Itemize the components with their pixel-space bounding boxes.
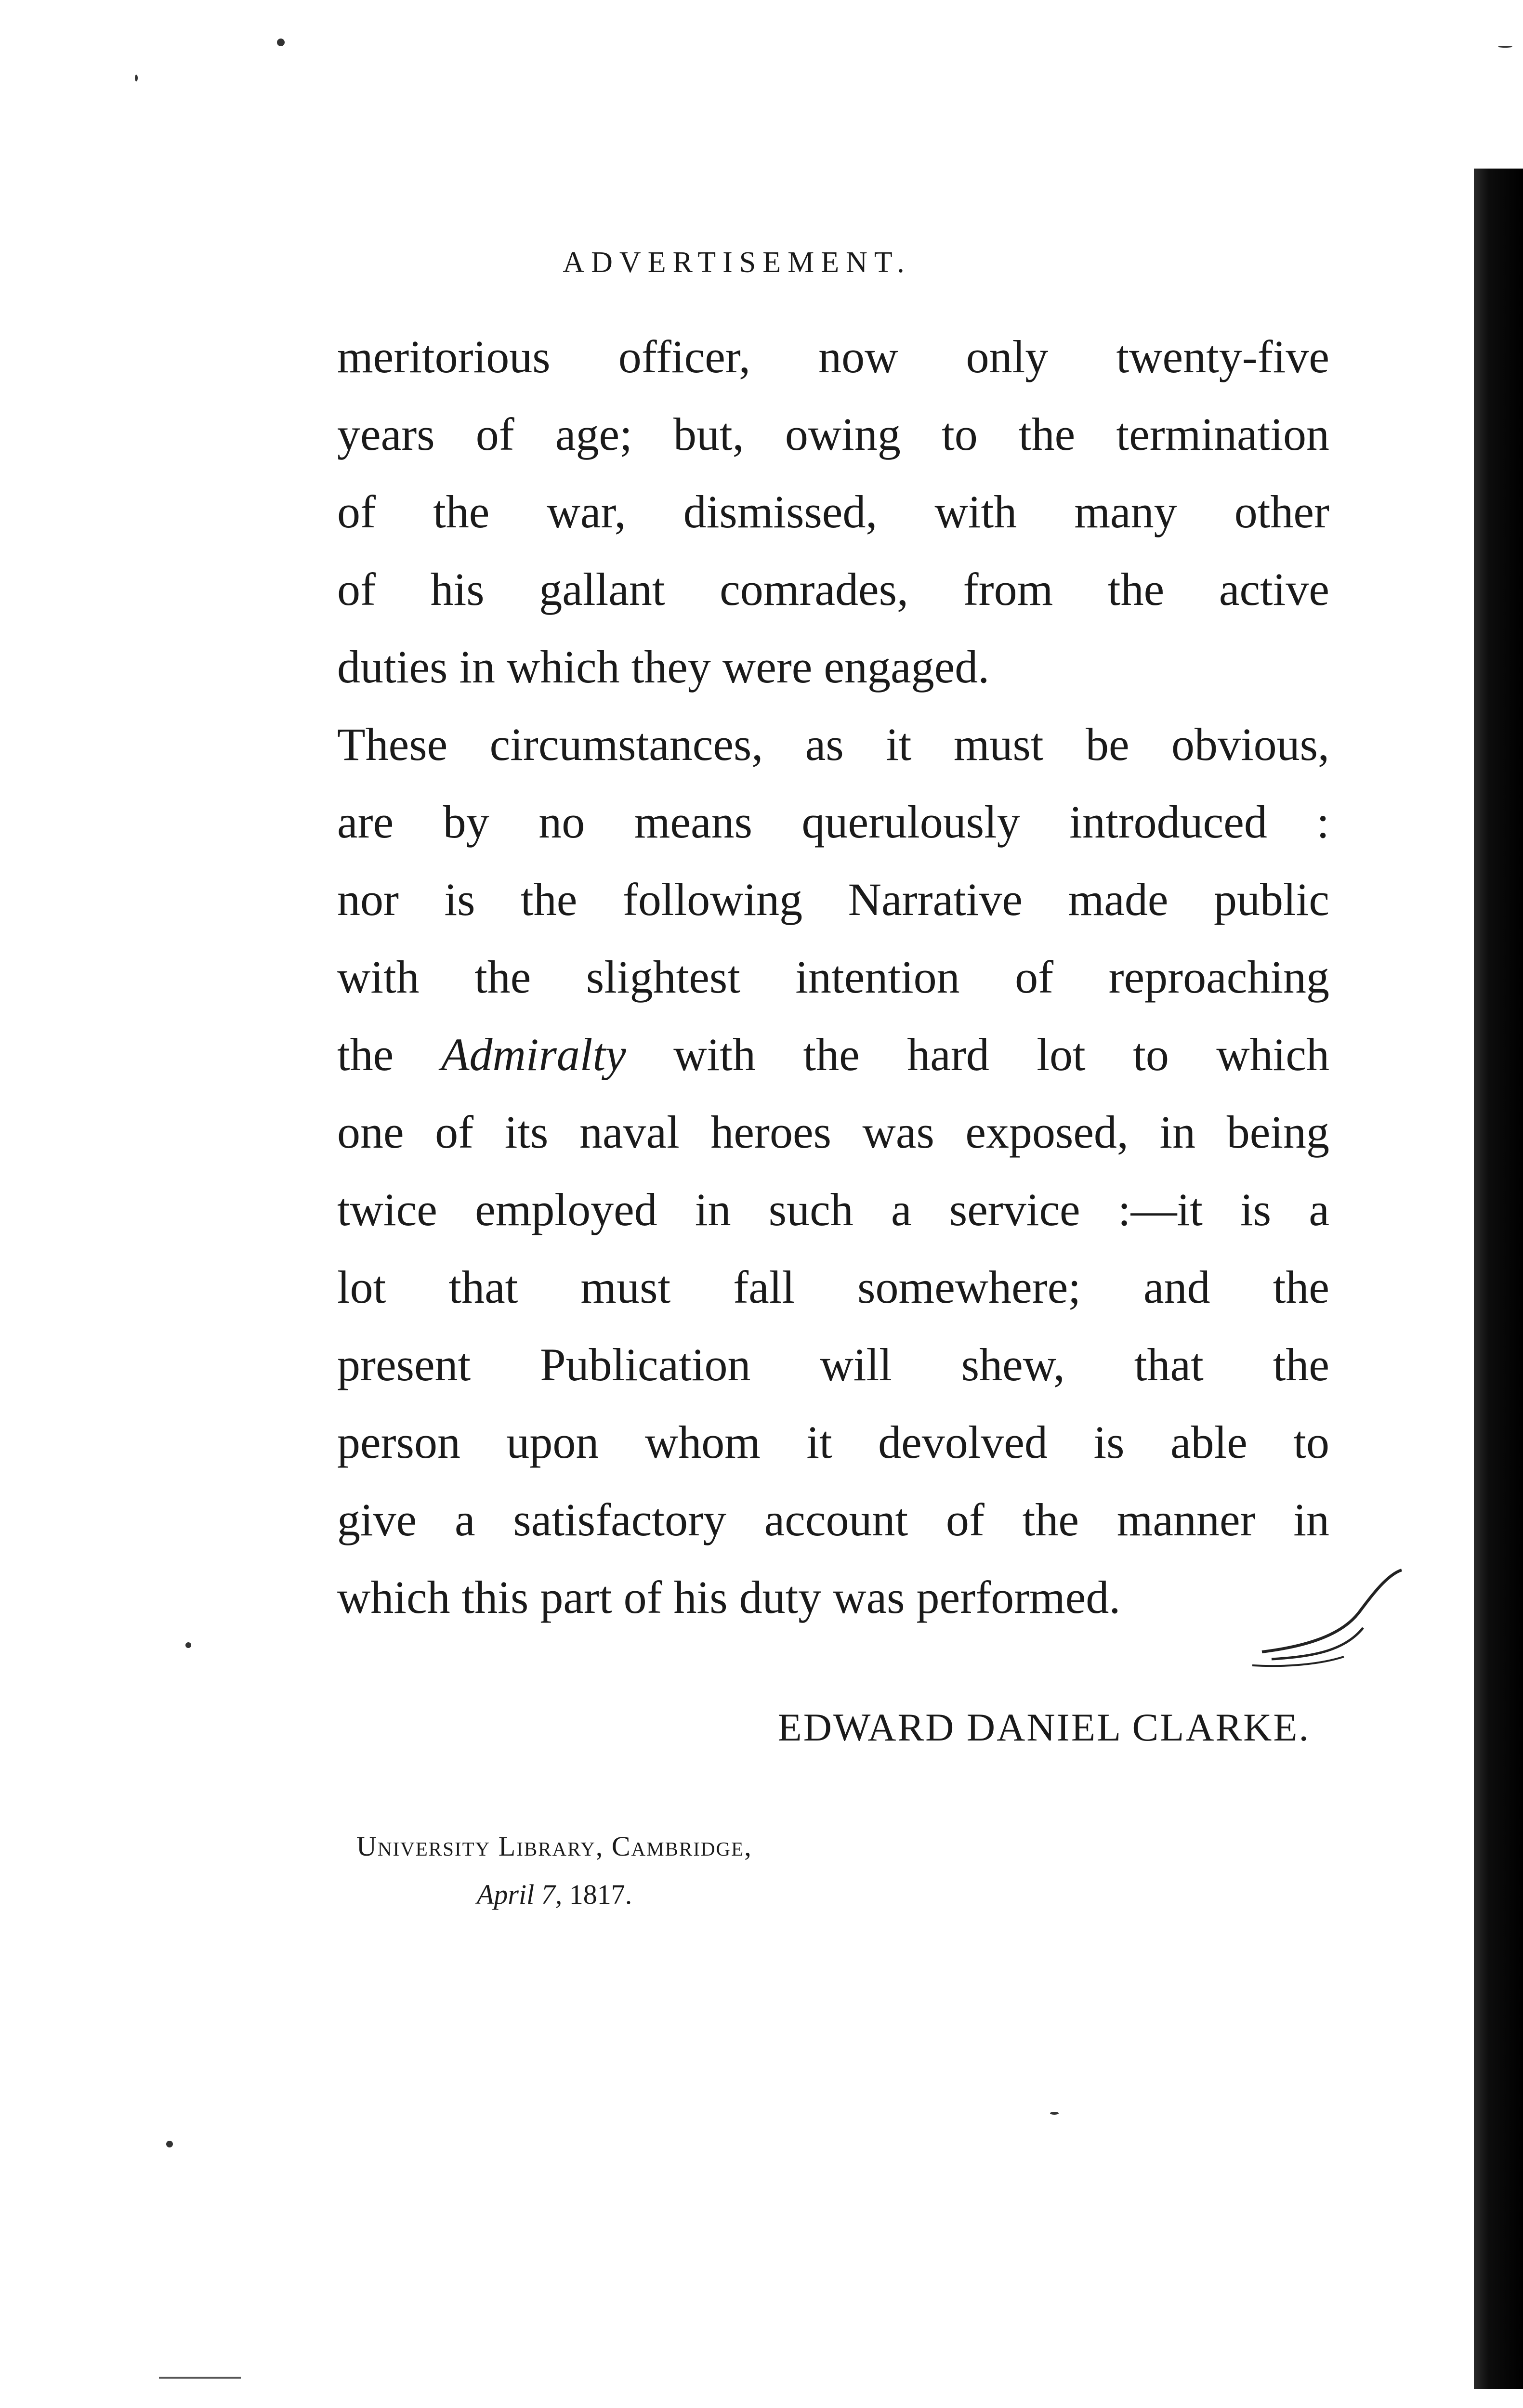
text-line: are by no means querulously introduced : bbox=[337, 796, 1329, 848]
text-line: meritorious officer, now only twenty-five bbox=[337, 331, 1329, 382]
text-line: give a satisfactory account of the manner in bbox=[337, 1494, 1329, 1545]
running-header: ADVERTISEMENT. bbox=[563, 246, 911, 279]
scan-speck bbox=[1498, 46, 1512, 48]
scan-speck bbox=[135, 75, 138, 81]
scan-edge-shadow bbox=[1474, 169, 1523, 2389]
text-line: of the war, dismissed, with many other bbox=[337, 486, 1329, 537]
text-line: years of age; but, owing to the termination bbox=[337, 408, 1329, 460]
advertisement-text bbox=[337, 318, 1329, 1636]
text-line: which this part of his duty was performed. bbox=[337, 1571, 1121, 1623]
date-month-day: April 7, bbox=[477, 1879, 563, 1910]
text-fragment: with the hard lot to which bbox=[673, 1029, 1329, 1080]
text-line: twice employed in such a service :—it is a bbox=[337, 1184, 1329, 1235]
text-line: duties in which they were engaged. bbox=[337, 641, 990, 693]
text-line: of his gallant comrades, from the active bbox=[337, 563, 1329, 615]
scan-speck bbox=[166, 2141, 173, 2147]
place-line: University Library, Cambridge, bbox=[356, 1831, 752, 1862]
text-line: lot that must fall somewhere; and the bbox=[337, 1261, 1329, 1313]
date-line bbox=[477, 1878, 632, 1911]
italic-admiralty: Admiralty bbox=[441, 1029, 626, 1080]
text-line: one of its naval heroes was exposed, in being bbox=[337, 1106, 1329, 1158]
handwritten-flourish bbox=[1243, 1556, 1406, 1671]
text-line: present Publication will shew, that the bbox=[337, 1339, 1329, 1390]
scan-speck bbox=[277, 39, 285, 46]
footer-rule bbox=[159, 2377, 241, 2379]
text-line-admiralty bbox=[337, 1016, 1329, 1093]
text-fragment: the bbox=[337, 1029, 394, 1080]
scan-speck bbox=[1050, 2112, 1059, 2115]
scan-speck bbox=[185, 1642, 191, 1648]
author-signature: EDWARD DANIEL CLARKE. bbox=[777, 1705, 1310, 1749]
text-line: These circumstances, as it must be obvious, bbox=[337, 719, 1329, 770]
date-year: 1817. bbox=[569, 1879, 632, 1910]
text-line: person upon whom it devolved is able to bbox=[337, 1416, 1329, 1468]
text-line: nor is the following Narrative made public bbox=[337, 874, 1329, 925]
text-line: with the slightest intention of reproaching bbox=[337, 951, 1329, 1003]
